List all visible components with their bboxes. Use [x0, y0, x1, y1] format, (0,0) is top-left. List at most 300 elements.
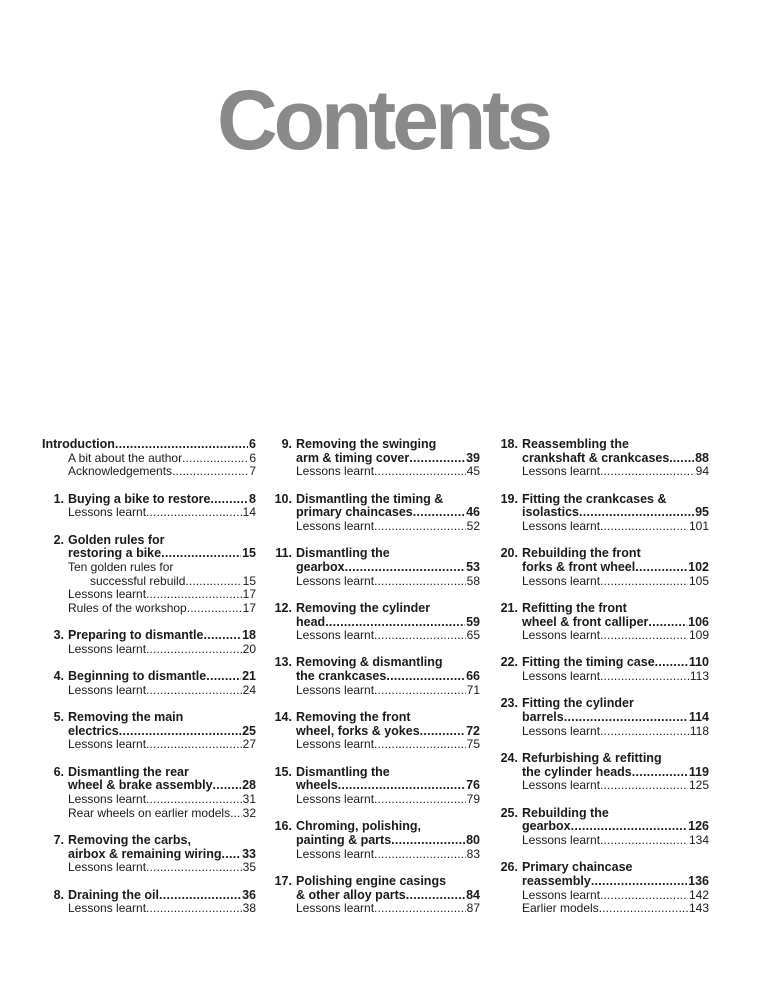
chapter-page: 76: [466, 778, 480, 793]
sub-entry-page: 75: [466, 737, 480, 752]
chapter-number: 23.: [500, 696, 518, 711]
chapter-number: 10.: [274, 491, 292, 506]
leader-row: [68, 547, 256, 561]
sub-entry-page: 32: [242, 805, 256, 820]
chapter-page: 8: [249, 491, 256, 506]
leader-row: [522, 561, 709, 575]
page-title: Contents: [217, 73, 549, 167]
sub-entry-page: 17: [242, 587, 256, 602]
dot-leader: [599, 902, 688, 916]
chapter-heading: [68, 889, 256, 903]
leader-row: [522, 875, 709, 889]
chapter-number: 19.: [500, 491, 518, 506]
dot-leader: [571, 820, 688, 834]
chapter-number: 20.: [500, 546, 518, 561]
chapter-title-line: gearbox: [296, 559, 345, 574]
chapter-number: 3.: [53, 628, 64, 643]
chapter-page: 33: [242, 846, 256, 861]
chapter-heading: [296, 547, 480, 574]
toc-entry: [496, 493, 709, 534]
chapter-title-line: Reassembling the: [522, 437, 629, 451]
leader-row: [522, 834, 709, 848]
leader-row: [68, 588, 256, 602]
sub-entry-page: 105: [688, 573, 709, 588]
leader-row: [522, 616, 709, 630]
chapter-title-line: wheels: [296, 778, 338, 793]
chapter-heading: [522, 697, 709, 724]
sub-entry: [296, 575, 480, 589]
dot-leader: [213, 779, 242, 793]
sub-entry-label: Lessons learnt: [68, 901, 147, 916]
dot-leader: [210, 493, 248, 507]
toc-entry: [496, 752, 709, 793]
chapter-number: 7.: [53, 832, 64, 847]
chapter-heading: [296, 875, 480, 902]
sub-entry: [68, 561, 256, 588]
toc-column-1: [42, 438, 256, 929]
sub-entry-page: 35: [242, 860, 256, 875]
sub-entry: [296, 465, 480, 479]
dot-leader: [648, 616, 687, 630]
leader-row: [68, 670, 256, 684]
chapter-title-line: arm & timing cover: [296, 450, 410, 465]
dot-leader: [673, 452, 694, 466]
dot-leader: [115, 438, 248, 452]
dot-leader: [146, 643, 242, 657]
chapter-title-line: Refitting the front: [522, 600, 627, 615]
sub-entry-label: Rules of the workshop: [68, 601, 187, 616]
chapter-heading: [68, 711, 256, 738]
chapter-title-line: Fitting the cylinder: [522, 696, 634, 711]
leader-row: [296, 889, 480, 903]
sub-entry-page: 6: [249, 450, 256, 465]
chapter-number: 2.: [53, 532, 64, 547]
chapter-title-line: airbox & remaining wiring: [68, 846, 222, 861]
chapter-title-line: Removing the swinging: [296, 437, 437, 451]
dot-leader: [600, 834, 688, 848]
sub-entry: [68, 452, 256, 466]
chapter-title-line: Buying a bike to restore: [68, 491, 211, 506]
chapter-page: 53: [466, 559, 480, 574]
sub-entry: [296, 793, 480, 807]
chapter-title-line: electrics: [68, 723, 119, 738]
chapter-page: 106: [688, 614, 709, 629]
sub-entry-page: 118: [689, 723, 709, 738]
chapter-title-line: painting & parts: [296, 832, 392, 847]
chapter-page: 136: [688, 873, 709, 888]
chapter-title-line: wheel, forks & yokes: [296, 723, 420, 738]
leader-row: [522, 766, 709, 780]
dot-leader: [600, 629, 688, 643]
sub-entry-page: 38: [242, 901, 256, 916]
sub-entry-label: Lessons learnt: [296, 792, 375, 807]
chapter-title-line: Removing the main: [68, 710, 184, 725]
chapter-title-line: head: [296, 614, 326, 629]
dot-leader: [386, 670, 465, 684]
toc-entry: [42, 534, 256, 616]
dot-leader: [406, 889, 465, 903]
chapter-number: 14.: [274, 710, 292, 725]
leader-row: [68, 452, 256, 466]
toc-entry: [42, 766, 256, 821]
dot-leader: [409, 452, 465, 466]
dot-leader: [161, 547, 241, 561]
chapter-page: 114: [688, 710, 709, 725]
sub-entry-page: 15: [242, 573, 256, 588]
chapter-title-line: gearbox: [522, 819, 571, 834]
toc-entry: [268, 602, 480, 643]
dot-leader: [222, 848, 242, 862]
chapter-heading: [296, 656, 480, 683]
chapter-heading: [522, 656, 709, 670]
dot-leader: [374, 575, 466, 589]
chapter-title-line: Beginning to dismantle: [68, 669, 207, 684]
dot-leader: [591, 875, 687, 889]
chapter-title-line: primary chaincases: [296, 505, 413, 520]
dot-leader: [655, 656, 688, 670]
sub-entry-page: 20: [242, 641, 256, 656]
chapter-heading: [522, 438, 709, 465]
dot-leader: [413, 506, 465, 520]
chapter-page: 28: [242, 778, 256, 793]
sub-entry-label: Lessons learnt: [68, 587, 147, 602]
chapter-title-line: Introduction: [42, 437, 115, 451]
chapter-number: 16.: [274, 819, 292, 834]
chapter-title-line: forks & front wheel: [522, 559, 636, 574]
chapter-heading: [68, 629, 256, 643]
toc-column-3: [496, 438, 709, 929]
chapter-heading: [296, 438, 480, 465]
chapter-title-line: Chroming, polishing,: [296, 819, 421, 834]
sub-entry-page: 58: [466, 573, 480, 588]
sub-entry: [522, 520, 709, 534]
dot-leader: [206, 670, 241, 684]
sub-entry: [522, 902, 709, 916]
leader-row: [68, 602, 256, 616]
chapter-number: 15.: [274, 764, 292, 779]
chapter-number: 21.: [500, 600, 518, 615]
sub-entry: [296, 738, 480, 752]
dot-leader: [338, 779, 465, 793]
sub-entry: [296, 848, 480, 862]
sub-entry-page: 71: [466, 682, 480, 697]
leader-row: [68, 725, 256, 739]
sub-entry: [68, 738, 256, 752]
sub-entry-label: Lessons learnt: [522, 519, 601, 534]
chapter-heading: [68, 493, 256, 507]
dot-leader: [579, 506, 694, 520]
sub-entry-page: 24: [242, 682, 256, 697]
chapter-number: 4.: [53, 669, 64, 684]
chapter-heading: [522, 602, 709, 629]
sub-entry-line: Ten golden rules for: [68, 559, 174, 574]
toc-entry: [42, 711, 256, 752]
sub-entry-label: Lessons learnt: [522, 628, 601, 643]
sub-entry-page: 87: [466, 901, 480, 916]
toc-entry: [496, 656, 709, 683]
chapter-heading: [68, 834, 256, 861]
sub-entry-label: Lessons learnt: [68, 505, 147, 520]
chapter-number: 6.: [53, 764, 64, 779]
chapter-heading: [522, 752, 709, 779]
chapter-title-line: wheel & front calliper: [522, 614, 649, 629]
sub-entry-page: 79: [466, 792, 480, 807]
chapter-title-line: isolastics: [522, 505, 579, 520]
toc-entry: [42, 889, 256, 916]
toc-entry: [42, 438, 256, 479]
sub-entry: [522, 670, 709, 684]
chapter-number: 17.: [274, 873, 292, 888]
sub-entry: [68, 602, 256, 616]
chapter-title-line: Rebuilding the front: [522, 546, 641, 561]
sub-entry-label: Lessons learnt: [296, 519, 375, 534]
toc-entry: [496, 438, 709, 479]
sub-entry-page: 45: [466, 464, 480, 479]
dot-leader: [172, 465, 248, 479]
chapter-page: 21: [242, 669, 256, 684]
chapter-heading: [296, 711, 480, 738]
chapter-title-line: Rebuilding the: [522, 805, 609, 820]
toc-entry: [42, 834, 256, 875]
leader-row: [68, 889, 256, 903]
chapter-title-line: Removing the cylinder: [296, 600, 431, 615]
dot-leader: [420, 725, 465, 739]
dot-leader: [374, 520, 466, 534]
chapter-title-line: Dismantling the rear: [68, 764, 189, 779]
sub-entry: [68, 793, 256, 807]
sub-entry-page: 109: [688, 628, 709, 643]
leader-row: [68, 465, 256, 479]
chapter-page: 66: [466, 669, 480, 684]
dot-leader: [187, 602, 242, 616]
dot-leader: [635, 561, 687, 575]
sub-entry: [68, 807, 256, 821]
chapter-number: 26.: [500, 860, 518, 875]
chapter-page: 59: [466, 614, 480, 629]
leader-row: [68, 738, 256, 752]
sub-entry: [522, 889, 709, 903]
chapter-number: 13.: [274, 655, 292, 670]
sub-entry-label: Lessons learnt: [68, 682, 147, 697]
chapter-number: 9.: [281, 437, 292, 451]
sub-entry-page: 142: [688, 887, 709, 902]
dot-leader: [146, 506, 242, 520]
chapter-heading: [522, 861, 709, 888]
leader-row: [296, 575, 480, 589]
sub-entry: [68, 588, 256, 602]
chapter-heading: [522, 493, 709, 520]
leader-row: [68, 684, 256, 698]
sub-entry: [68, 684, 256, 698]
chapter-page: 110: [688, 655, 709, 670]
leader-row: [296, 834, 480, 848]
leader-row: [522, 506, 709, 520]
dot-leader: [345, 561, 465, 575]
chapter-title-line: Dismantling the: [296, 546, 390, 561]
dot-leader: [230, 807, 242, 821]
chapter-heading: [68, 534, 256, 561]
dot-leader: [374, 629, 466, 643]
chapter-page: 46: [466, 505, 480, 520]
chapter-number: 1.: [53, 491, 64, 506]
leader-row: [522, 670, 709, 684]
dot-leader: [374, 848, 466, 862]
chapter-title-line: & other alloy parts: [296, 887, 406, 902]
toc-entry: [496, 602, 709, 643]
sub-entry-page: 14: [242, 505, 256, 520]
chapter-title-line: Draining the oil: [68, 887, 159, 902]
dot-leader: [146, 793, 242, 807]
chapter-title-line: the crankcases: [296, 669, 387, 684]
leader-row: [68, 493, 256, 507]
toc-entry: [268, 656, 480, 697]
dot-leader: [203, 629, 241, 643]
chapter-page: 126: [688, 819, 709, 834]
leader-row: [296, 902, 480, 916]
leader-row: [522, 452, 709, 466]
leader-row: [522, 779, 709, 793]
dot-leader: [600, 779, 688, 793]
sub-entry-page: 143: [688, 901, 709, 916]
sub-entry-label: successful rebuild: [90, 573, 186, 588]
sub-entry-page: 83: [466, 846, 480, 861]
sub-entry: [522, 575, 709, 589]
sub-entry: [68, 465, 256, 479]
leader-row: [68, 506, 256, 520]
leader-row: [296, 684, 480, 698]
dot-leader: [185, 575, 241, 589]
toc-entry: [496, 861, 709, 916]
chapter-heading: [296, 766, 480, 793]
chapter-page: 36: [242, 887, 256, 902]
sub-entry-page: 125: [688, 778, 709, 793]
sub-entry-label: Earlier models: [522, 901, 599, 916]
chapter-page: 25: [242, 723, 256, 738]
dot-leader: [119, 725, 241, 739]
leader-row: [68, 575, 256, 589]
sub-entry-label: A bit about the author: [68, 450, 183, 465]
sub-entry-label: Lessons learnt: [296, 628, 375, 643]
sub-entry-label: Lessons learnt: [522, 573, 601, 588]
leader-row: [296, 561, 480, 575]
leader-row: [296, 452, 480, 466]
sub-entry-label: Lessons learnt: [68, 737, 147, 752]
sub-entry: [68, 861, 256, 875]
chapter-title-line: restoring a bike: [68, 546, 162, 561]
sub-entry-page: 27: [242, 737, 256, 752]
leader-row: [296, 738, 480, 752]
toc-entry: [42, 493, 256, 520]
chapter-page: 39: [466, 450, 480, 465]
toc-entry: [496, 547, 709, 588]
chapter-heading: [522, 547, 709, 574]
sub-entry-label: Lessons learnt: [522, 723, 601, 738]
toc-entry: [268, 493, 480, 534]
toc-column-2: [268, 438, 480, 929]
chapter-title-line: Preparing to dismantle: [68, 628, 204, 643]
leader-row: [296, 670, 480, 684]
sub-entry-label: Lessons learnt: [68, 641, 147, 656]
leader-row: [68, 629, 256, 643]
dot-leader: [632, 766, 688, 780]
dot-leader: [146, 588, 242, 602]
chapter-heading: [296, 820, 480, 847]
leader-row: [42, 438, 256, 452]
leader-row: [522, 889, 709, 903]
chapter-title-line: Removing the carbs,: [68, 832, 191, 847]
leader-row: [296, 520, 480, 534]
toc-entry: [268, 766, 480, 807]
leader-row: [522, 520, 709, 534]
chapter-title-line: Polishing engine casings: [296, 873, 447, 888]
sub-entry-page: 65: [466, 628, 480, 643]
leader-row: [68, 793, 256, 807]
dot-leader: [325, 616, 465, 630]
leader-row: [296, 725, 480, 739]
chapter-number: 8.: [53, 887, 64, 902]
chapter-page: 18: [242, 628, 256, 643]
leader-row: [522, 725, 709, 739]
sub-entry: [296, 684, 480, 698]
toc-entry: [496, 697, 709, 738]
sub-entry: [296, 520, 480, 534]
chapter-number: 25.: [500, 805, 518, 820]
sub-entry: [68, 643, 256, 657]
chapter-number: 5.: [53, 710, 64, 725]
chapter-title-line: reassembly: [522, 873, 591, 888]
sub-entry-label: Lessons learnt: [522, 778, 601, 793]
chapter-title-line: wheel & brake assembly: [68, 778, 213, 793]
sub-entry-label: Lessons learnt: [296, 464, 375, 479]
chapter-page: 72: [466, 723, 480, 738]
chapter-heading: [68, 670, 256, 684]
toc-entry: [42, 670, 256, 697]
toc-entry: [42, 629, 256, 656]
sub-entry-label: Rear wheels on earlier models: [68, 805, 231, 820]
dot-leader: [374, 902, 466, 916]
leader-row: [522, 575, 709, 589]
sub-entry-label: Lessons learnt: [296, 682, 375, 697]
chapter-heading: [68, 766, 256, 793]
leader-row: [296, 629, 480, 643]
sub-entry: [522, 465, 709, 479]
chapter-title-line: the cylinder heads: [522, 764, 632, 779]
dot-leader: [374, 684, 466, 698]
chapter-title-line: Primary chaincase: [522, 860, 633, 875]
sub-entry-label: Lessons learnt: [296, 846, 375, 861]
chapter-title-line: Removing & dismantling: [296, 655, 443, 670]
sub-entry-label: Lessons learnt: [522, 464, 601, 479]
dot-leader: [146, 684, 242, 698]
sub-entry-label: Lessons learnt: [522, 832, 601, 847]
chapter-title-line: Removing the front: [296, 710, 411, 725]
chapter-number: 22.: [500, 655, 518, 670]
leader-row: [522, 902, 709, 916]
dot-leader: [374, 465, 466, 479]
chapter-number: 12.: [274, 600, 292, 615]
dot-leader: [600, 725, 689, 739]
leader-row: [522, 465, 709, 479]
chapter-page: 95: [695, 505, 709, 520]
sub-entry-label: Lessons learnt: [68, 792, 147, 807]
sub-entry-label: Lessons learnt: [522, 669, 601, 684]
leader-row: [296, 506, 480, 520]
leader-row: [522, 820, 709, 834]
chapter-title-line: Fitting the crankcases &: [522, 491, 667, 506]
chapter-title-line: Dismantling the timing &: [296, 491, 444, 506]
sub-entry-label: Lessons learnt: [68, 860, 147, 875]
sub-entry-label: Lessons learnt: [296, 737, 375, 752]
